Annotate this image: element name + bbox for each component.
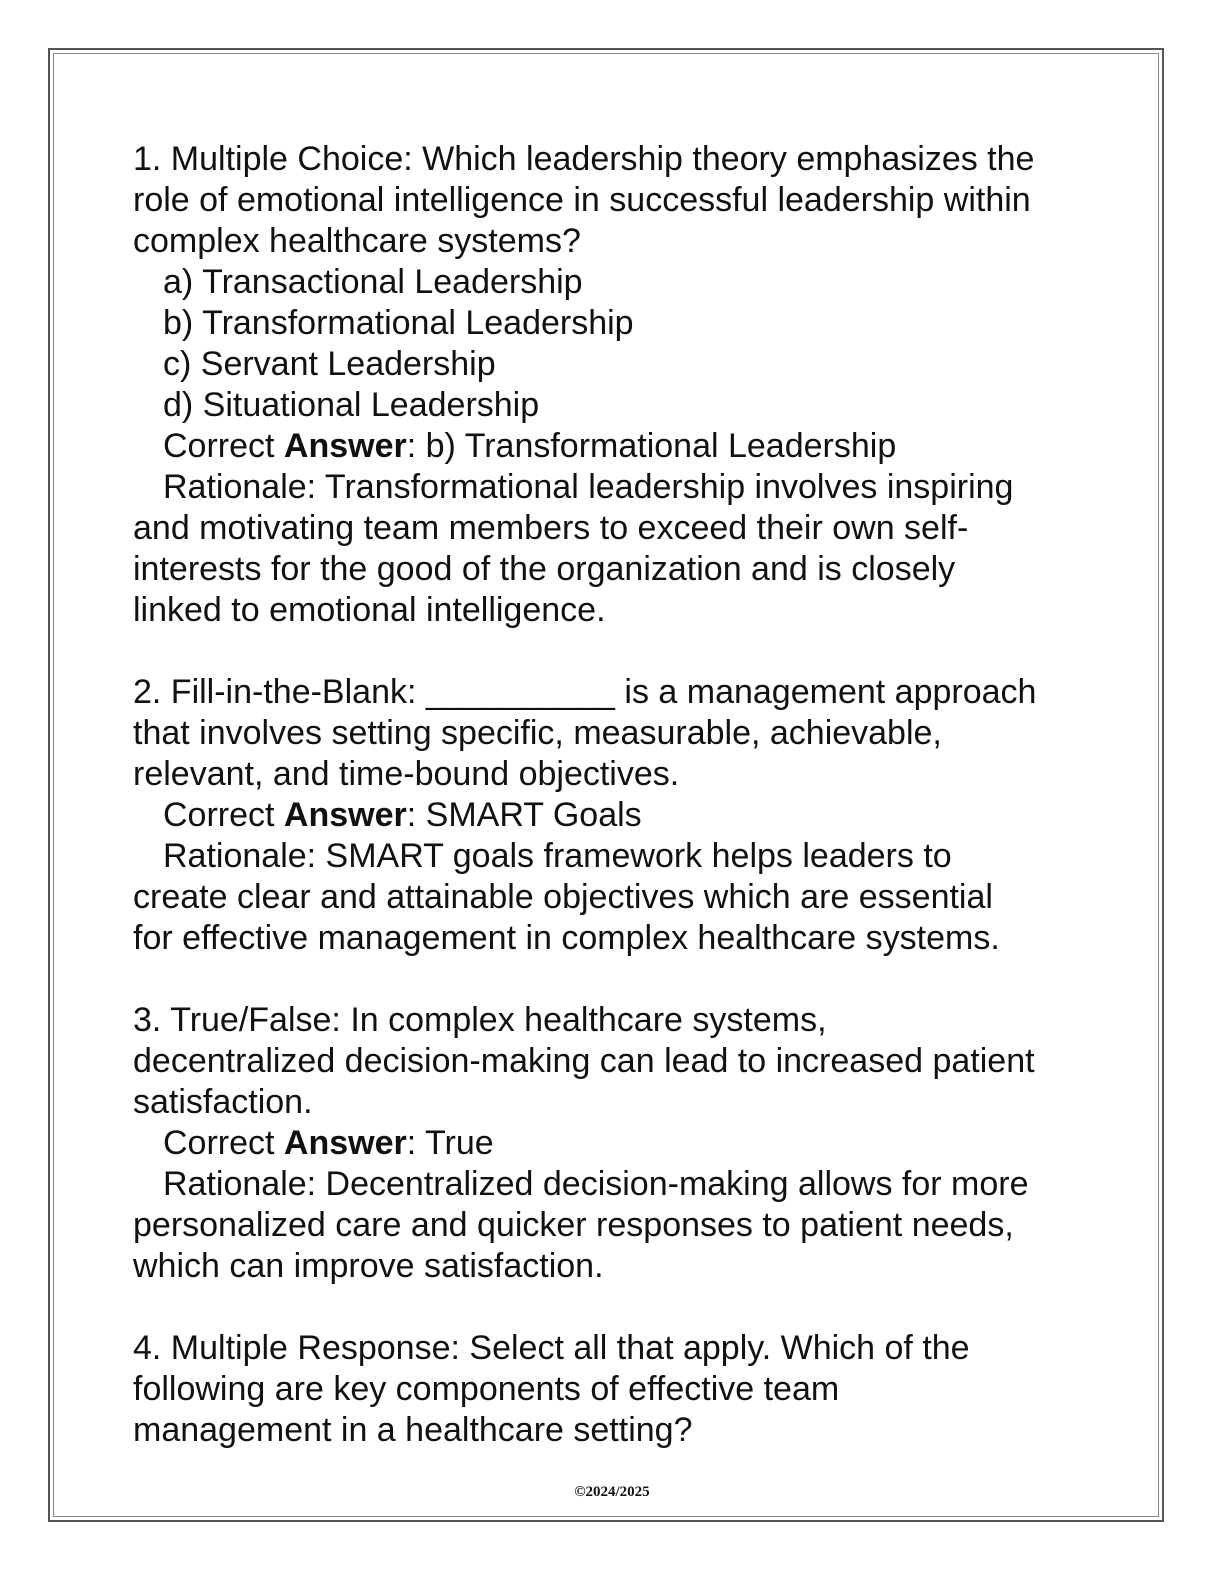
- question-stem-line: 3. True/False: In complex healthcare systems,: [133, 1001, 827, 1039]
- question-1: [133, 139, 1113, 631]
- question-stem-line: 2. Fill-in-the-Blank: __________ is a management approach: [133, 673, 1037, 711]
- question-stem-line: following are key components of effective team: [133, 1370, 840, 1408]
- spacer: [133, 631, 1113, 672]
- question-stem-line: role of emotional intelligence in successful leadership within: [133, 181, 1031, 219]
- question-stem-line: that involves setting specific, measurable, achievable,: [133, 714, 942, 752]
- correct-answer-value: : b) Transformational Leadership: [406, 427, 897, 465]
- rationale-line: Rationale: Transformational leadership involves inspiring: [163, 468, 1014, 506]
- correct-answer-prefix: Correct: [163, 427, 284, 465]
- question-stem-line: 4. Multiple Response: Select all that apply. Which of the: [133, 1329, 970, 1367]
- correct-answer-value: : SMART Goals: [406, 796, 642, 834]
- rationale-line: for effective management in complex healthcare systems.: [133, 919, 1000, 957]
- correct-answer-line: [133, 795, 1113, 836]
- question-stem-line: relevant, and time-bound objectives.: [133, 755, 680, 793]
- question-stem-line: 1. Multiple Choice: Which leadership theory emphasizes the: [133, 140, 1035, 178]
- answer-option-b: b) Transformational Leadership: [163, 304, 634, 342]
- rationale-line: personalized care and quicker responses to patient needs,: [133, 1206, 1014, 1244]
- rationale-line: interests for the good of the organization and is closely: [133, 550, 956, 588]
- answer-option-a: a) Transactional Leadership: [163, 263, 583, 301]
- question-4: [133, 1328, 1113, 1451]
- answer-option-d: d) Situational Leadership: [163, 386, 540, 424]
- copyright-footer: ©2024/2025: [574, 1484, 650, 1500]
- rationale-line: create clear and attainable objectives which are essential: [133, 878, 993, 916]
- answer-option-c: c) Servant Leadership: [163, 345, 496, 383]
- rationale-line: linked to emotional intelligence.: [133, 591, 606, 629]
- question-stem-line: complex healthcare systems?: [133, 222, 581, 260]
- rationale-line: and motivating team members to exceed their own self-: [133, 509, 969, 547]
- question-3: [133, 1000, 1113, 1287]
- question-stem-line: satisfaction.: [133, 1083, 313, 1121]
- rationale-line: Rationale: SMART goals framework helps leaders to: [163, 837, 952, 875]
- spacer: [133, 1287, 1113, 1328]
- correct-answer-value: : True: [406, 1124, 494, 1162]
- correct-answer-prefix: Correct: [163, 1124, 284, 1162]
- document-body: [133, 139, 1113, 1451]
- correct-answer-prefix: Correct: [163, 796, 284, 834]
- answer-label: Answer: [283, 796, 407, 834]
- question-stem-line: decentralized decision-making can lead to increased patient: [133, 1042, 1035, 1080]
- rationale-line: which can improve satisfaction.: [133, 1247, 604, 1285]
- question-stem-line: management in a healthcare setting?: [133, 1411, 693, 1449]
- correct-answer-line: [133, 426, 1113, 467]
- correct-answer-line: [133, 1123, 1113, 1164]
- rationale-line: Rationale: Decentralized decision-making allows for more: [163, 1165, 1029, 1203]
- question-2: [133, 672, 1113, 959]
- spacer: [133, 959, 1113, 1000]
- answer-label: Answer: [283, 1124, 407, 1162]
- answer-label: Answer: [283, 427, 407, 465]
